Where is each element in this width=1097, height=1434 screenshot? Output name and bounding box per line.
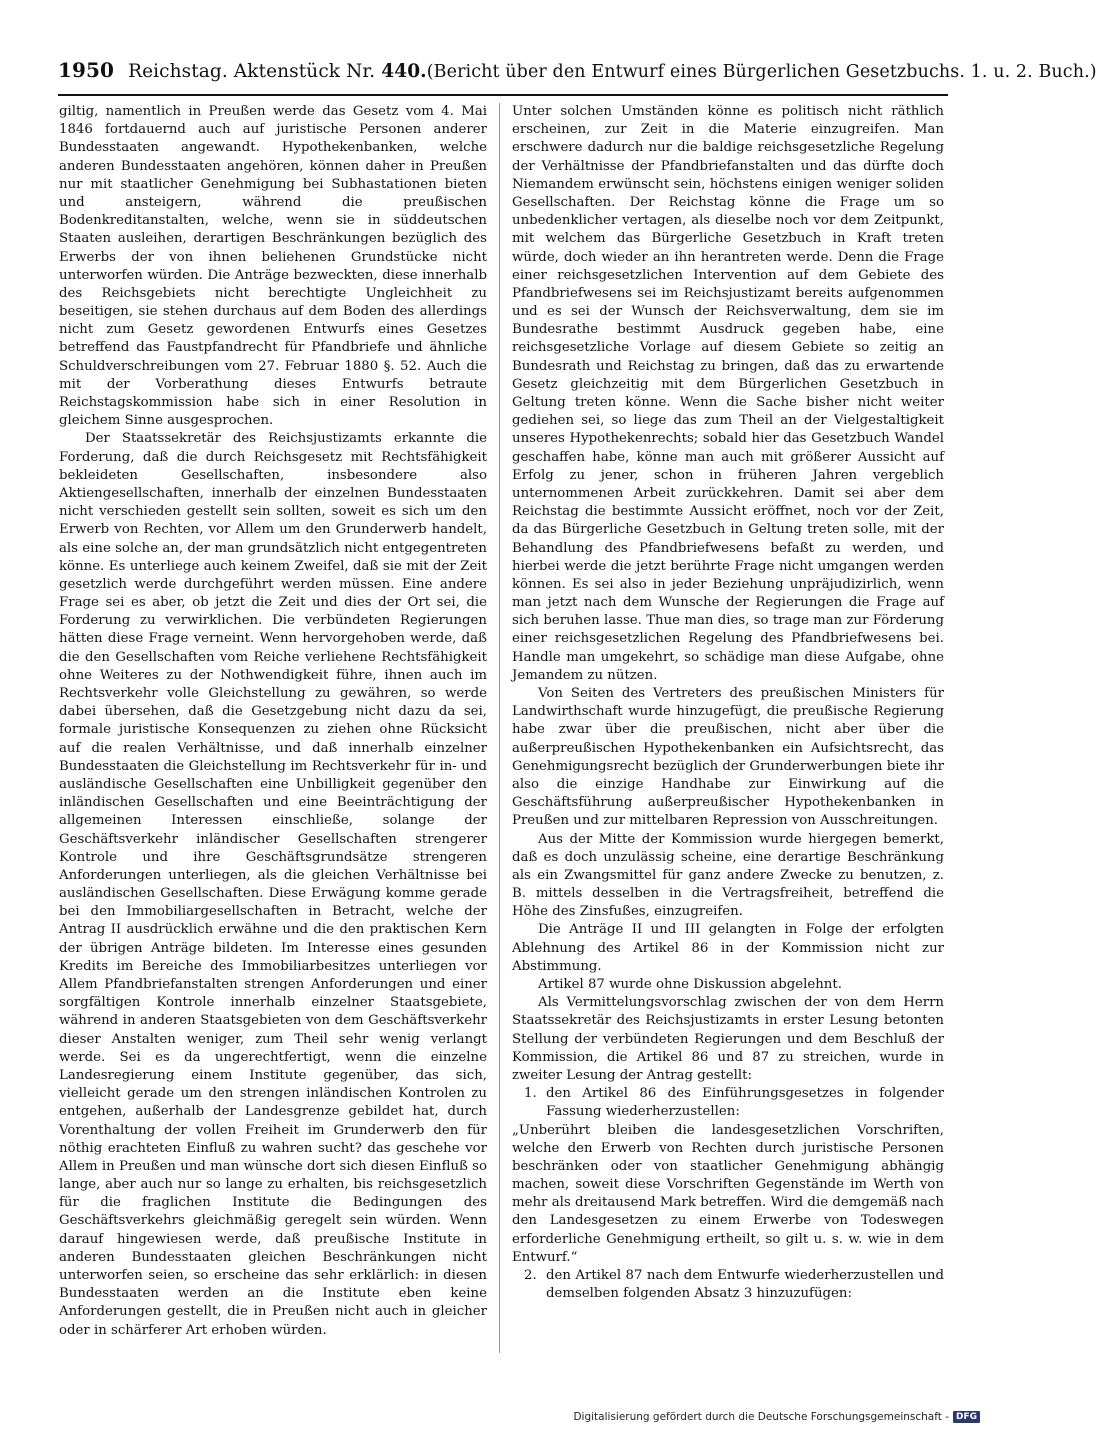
page-header bbox=[58, 58, 1097, 96]
paragraph: Als Vermittelungsvorschlag zwischen der von dem Herrn Staatssekretär des Reichsjustizamts in erster Lesung betonten Stellung der verbündeten Regierungen und dem Beschluß der Kommission, die Artikel 86 und 87 zu streichen, wurde in zweiter Lesung der Antrag gestellt: bbox=[512, 995, 944, 1083]
dfg-logo: DFG bbox=[953, 1411, 980, 1423]
paragraph: Aus der Mitte der Kommission wurde hiergegen bemerkt, daß es doch unzulässig scheine, eine derartige Beschränkung als ein Zwangsmittel für ganz andere Zwecke zu benutzen, z. B. mittels desselben in die Vertragsfreiheit, betreffend die Höhe des Zinsfußes, einzugreifen. bbox=[512, 831, 944, 920]
list-number: 1. bbox=[524, 1086, 537, 1102]
digitization-credit: Digitalisierung gefördert durch die Deutsche Forschungsgemeinschaft - bbox=[573, 1411, 949, 1423]
paragraph: Der Staatssekretär des Reichsjustizamts erkannte die Forderung, daß die durch Reichsgesetz mit Rechtsfähigkeit bekleideten Gesellschaften, insbesondere also Aktiengesellschaften, innerhalb der einzelnen Bundesstaaten nicht verschieden gestellt sein sollten, soweit es sich um den Erwerb von Rechten, vor Allem um den Grunderwerb handelt, als eine solche an, der man grundsätzlich nicht entgegentreten könne. Es unterliege auch keinem Zweifel, daß sie mit der Zeit gesetzlich werde durchgeführt werden müssen. Eine andere Frage sei es aber, ob jetzt die Zeit und dies der Ort sei, die Forderung zu verwirklichen. Die verbündeten Regierungen hätten diese Frage verneint. Wenn hervorgehoben werde, daß die den Gesellschaften vom Reiche verliehene Rechtsfähigkeit ohne Weiteres zu der Nothwendigkeit führe, ihnen auch im Rechtsverkehr volle Gleichstellung zu gewähren, so werde dabei übersehen, daß die Gesetzgebung nicht dazu da sei, formale juristische Konsequenzen zu ziehen ohne Rücksicht auf die realen Verhältnisse, und daß innerhalb einzelner Bundesstaaten die Gleichstellung im Rechtsverkehr für in- und ausländische Gesellschaften eine Unbilligkeit gegenüber den inländischen Gesellschaften und eine Beeinträchtigung der allgemeinen Interessen einschließe, solange der Geschäftsverkehr inländischer Gesellschaften strengerer Kontrole und ihre Geschäftsgrundsätze strengeren Anforderungen unterliegen, als die gleichen Verhältnisse bei ausländischen Gesellschaften. Diese Erwägung komme gerade bei den Immobiliargesellschaften in Betracht, welche der Antrag II ausdrücklich erwähne und die den praktischen Kern der übrigen Anträge bildeten. Im Interesse eines gesunden Kredits im Bereiche des Immobiliarbesitzes unterliegen vor Allem Pfandbriefanstalten strengen Anforderungen und einer sorgfältigen Kontrole innerhalb einzelner Staatsgebiete, während in anderen Staatsgebieten von dem Geschäftsverkehr dieser Anstalten weniger, zum Theil sehr wenig verlangt werde. Sei es da ungerechtfertigt, wenn die einzelne Landesregierung einem Institute gegenüber, das sich, vielleicht gerade um den strengen inländischen Kontrolen zu entgehen, außerhalb der Landesgrenze gebildet hat, durch Vorenthaltung der vollen Freiheit im Grunderwerb den für nöthig erachteten Einfluß zu wahren sucht? das geschehe vor Allem in Preußen und man wünsche dort sich diesen Einfluß so lange, aber auch nur so lange zu erhalten, bis reichsgesetzlich für die fraglichen Institute die Bedingungen des Geschäftsverkehrs gleichmäßig geregelt sein würden. Wenn darauf hingewiesen werde, daß preußische Institute in anderen Bundesstaaten gleichen Beschränkungen nicht unterworfen seien, so erscheine das sehr erklärlich: in diesen Bundesstaaten werden an die Institute eben keine Anforderungen gestellt, die in Preußen nicht auch in gleicher oder in schärferer Art erhoben würden. bbox=[59, 431, 487, 1338]
paragraph: Die Anträge II und III gelangten in Folge der erfolgten Ablehnung des Artikel 86 in der Kommission nicht zur Abstimmung. bbox=[512, 922, 944, 974]
paragraph: Unter solchen Umständen könne es politisch nicht räthlich erscheinen, zur Zeit in die Materie einzugreifen. Man erschwere dadurch nur die baldige reichsgesetzliche Regelung der Verhältnisse der Pfandbriefanstalten und das dürfte doch Niemandem erwünscht sein, höchstens einigen weniger soliden Gesellschaften. Der Reichstag könne die Frage um so unbedenklicher vertagen, als dieselbe noch vor dem Zeitpunkt, mit welchem das Bürgerliche Gesetzbuch in Kraft treten würde, doch wieder an ihn herantreten werde. Denn die Frage einer reichsgesetzlichen Intervention auf dem Gebiete des Pfandbriefwesens sei im Reichsjustizamt bereits aufgenommen und es sei der Wunsch der Reichsverwaltung, dem sie im Bundesrathe bestimmt Ausdruck gegeben habe, eine reichsgesetzliche Vorlage auf diesem Gebiete so zeitig an Bundesrath und Reichstag zu bringen, daß das zu erwartende Gesetz gleichzeitig mit dem Bürgerlichen Gesetzbuch in Geltung treten könne. Wenn die Sache bisher nicht weiter gediehen sei, so liege das zum Theil an der Vielgestaltigkeit unseres Hypothekenrechts; sobald hier das Gesetzbuch Wandel geschaffen habe, könne man auch mit größerer Aussicht auf Erfolg zu jener, schon in früheren Jahren vergeblich unternommenen Arbeit zurückkehren. Damit sei aber dem Reichstag die bestimmte Aussicht eröffnet, noch vor der Zeit, da das Bürgerliche Gesetzbuch in Geltung treten solle, mit der Behandlung des Pfandbriefwesens befaßt zu werden, und hierbei werde die jetzt berührte Frage nicht umgangen werden können. Es sei also in jeder Beziehung unpräjudizirlich, wenn man jetzt nach dem Wunsche der Regierungen die Frage auf sich beruhen lasse. Thue man dies, so trage man zur Förderung einer reichsgesetzlichen Regelung des Pfandbriefwesens bei. Handle man umgekehrt, so schädige man diese Aufgabe, ohne Jemandem zu nützen. bbox=[512, 104, 944, 683]
paragraph: Von Seiten des Vertreters des preußischen Ministers für Landwirthschaft wurde hinzugefügt, die preußische Regierung habe zwar über die preußischen, nicht aber über die außerpreußischen Hypothekenbanken ein Aufsichtsrecht, das Genehmigungsrecht bezüglich der Grunderwerbungen biete ihr also die einzige Handhabe zur Einwirkung auf die Geschäftsführung außerpreußischer Hypothekenbanken in Preußen und zur mittelbaren Repression von Ausschreitungen. bbox=[512, 686, 944, 829]
paragraph: giltig, namentlich in Preußen werde das Gesetz vom 4. Mai 1846 fortdauernd auch auf juristische Personen anderer Bundesstaaten angewandt. Hypothekenbanken, welche anderen Bundesstaaten angehören, können daher in Preußen nur mit staatlicher Genehmigung bei Subhastationen bieten und ansteigern, während die preußischen Bodenkreditanstalten, welche, wenn sie in süddeutschen Staaten ausleihen, derartigen Beschränkungen bezüglich des Erwerbs der von ihnen beliehenen Grundstücke nicht unterworfen würden. Die Anträge bezweckten, diese innerhalb des Reichsgebiets nicht berechtigte Ungleichheit zu beseitigen, sie stehen durchaus auf dem Boden des allerdings nicht zum Gesetz gewordenen Entwurfs eines Gesetzes betreffend das Faustpfandrecht für Pfandbriefe und ähnliche Schuldverschreibungen vom 27. Februar 1880 §. 52. Auch die mit der Vorberathung dieses Entwurfs betraute Reichstagskommission habe sich in einer Resolution in gleichem Sinne ausgesprochen. bbox=[59, 104, 487, 429]
block-quote: „Unberührt bleiben die landesgesetzlichen Vorschriften, welche den Erwerb von Rechten durch juristische Personen beschränken oder von staatlicher Genehmigung abhängig machen, soweit diese Vorschriften Gegenstände im Werth von mehr als dreitausend Mark betreffen. Wird die demgemäß nach den Landesgesetzen zu einem Erwerbe von Todeswegen erforderliche Genehmigung ertheilt, so gilt u. s. w. wie in dem Entwurf.“ bbox=[512, 1122, 944, 1265]
list-item-text: den Artikel 86 des Einführungsgesetzes in folgender Fassung wiederherzustellen: bbox=[546, 1086, 944, 1120]
running-title-group bbox=[128, 61, 427, 82]
document-number: 440. bbox=[381, 61, 427, 82]
column-divider bbox=[499, 103, 500, 1353]
running-title: Reichstag. Aktenstück Nr. bbox=[128, 61, 376, 82]
left-column bbox=[59, 103, 487, 1340]
list-item-text: den Artikel 87 nach dem Entwurfe wiederherzustellen und demselben folgenden Absatz 3 hinzuzufügen: bbox=[546, 1268, 944, 1302]
list-item bbox=[512, 1085, 944, 1121]
page-number: 1950 bbox=[58, 58, 115, 82]
page-footer bbox=[573, 1409, 980, 1425]
paragraph: Artikel 87 wurde ohne Diskussion abgelehnt. bbox=[538, 977, 842, 992]
list-number: 2. bbox=[524, 1268, 537, 1283]
header-subtitle: (Bericht über den Entwurf eines Bürgerlichen Gesetzbuchs. 1. u. 2. Buch.) bbox=[426, 62, 1097, 82]
list-item bbox=[512, 1267, 944, 1303]
right-column bbox=[512, 103, 944, 1303]
